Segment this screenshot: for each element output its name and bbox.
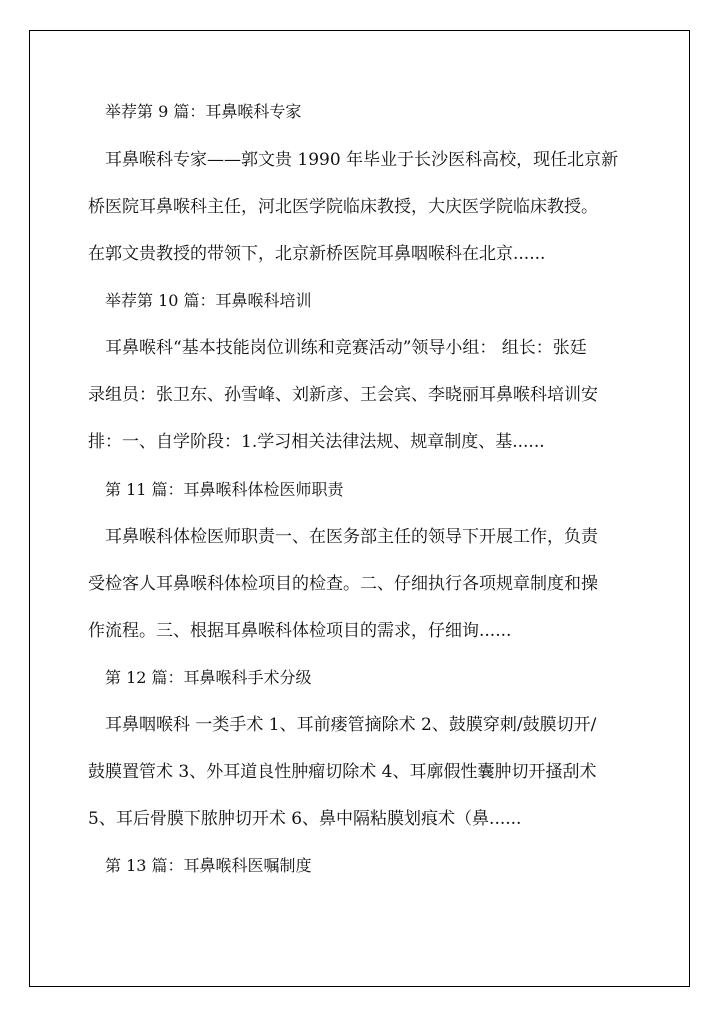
section-11-heading: 第 11 篇：耳鼻喉科体检医师职责 — [105, 480, 344, 499]
section-11-body-line-3: 作流程。三、根据耳鼻喉科体检项目的需求，仔细询...... — [88, 621, 512, 641]
section-12-body-line-3: 5、耳后骨膜下脓肿切开术 6、鼻中隔粘膜划痕术（鼻...... — [88, 809, 522, 829]
page-border — [29, 30, 690, 987]
section-12-body-line-2: 鼓膜置管术 3、外耳道良性肿瘤切除术 4、耳廓假性囊肿切开搔刮术 — [88, 762, 597, 782]
section-11-body-line-2: 受检客人耳鼻喉科体检项目的检查。二、仔细执行各项规章制度和操 — [88, 574, 598, 594]
section-10-body-line-3: 排：一、自学阶段：1.学习相关法律法规、规章制度、基...... — [88, 432, 545, 452]
section-10-heading: 举荐第 10 篇：耳鼻喉科培训 — [105, 291, 312, 310]
section-9-body-line-2: 桥医院耳鼻喉科主任，河北医学院临床教授，大庆医学院临床教授。 — [88, 197, 598, 217]
section-10-body-line-2: 录组员：张卫东、孙雪峰、刘新彦、王会宾、李晓丽耳鼻喉科培训安 — [88, 385, 598, 405]
section-13-heading: 第 13 篇：耳鼻喉科医嘱制度 — [105, 856, 312, 875]
section-10-body-line-1: 耳鼻喉科“基本技能岗位训练和竞赛活动”领导小组： 组长：张廷 — [105, 338, 587, 358]
section-12-heading: 第 12 篇：耳鼻喉科手术分级 — [105, 668, 312, 687]
section-9-body-line-1: 耳鼻喉科专家——郭文贵 1990 年毕业于长沙医科高校，现任北京新 — [105, 150, 619, 170]
section-11-body-line-1: 耳鼻喉科体检医师职责一、在医务部主任的领导下开展工作，负责 — [105, 527, 598, 547]
section-12-body-line-1: 耳鼻咽喉科 一类手术 1、耳前瘘管摘除术 2、鼓膜穿刺/鼓膜切开/ — [105, 715, 597, 735]
section-9-heading: 举荐第 9 篇：耳鼻喉科专家 — [105, 102, 302, 121]
section-9-body-line-3: 在郭文贵教授的带领下，北京新桥医院耳鼻咽喉科在北京...... — [88, 244, 546, 264]
